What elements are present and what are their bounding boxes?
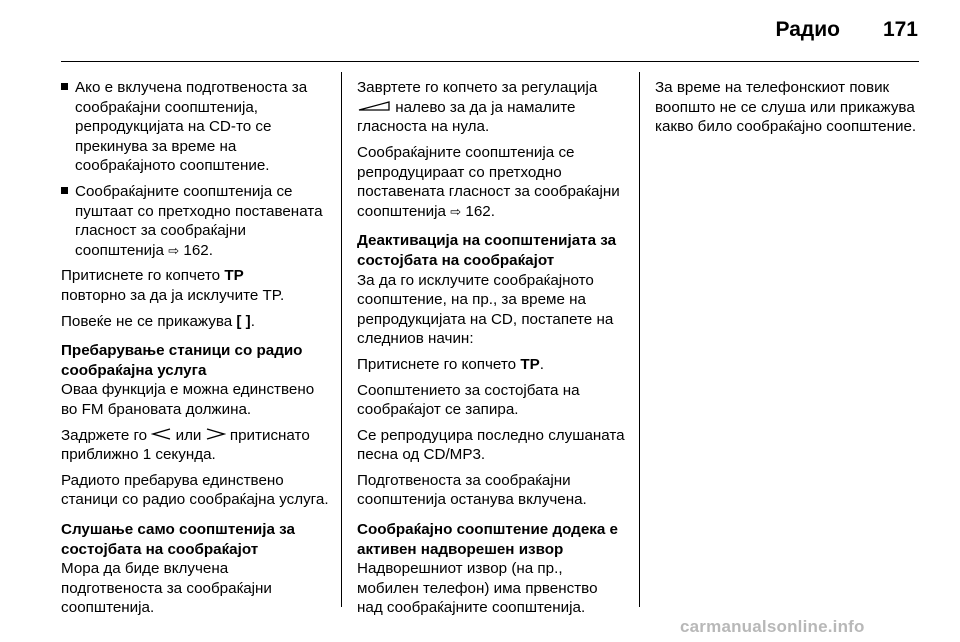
bullet-square-icon — [61, 83, 68, 90]
paragraph: Се репродуцира последно слушаната песна од CD/MP3. — [357, 426, 625, 464]
bullet-list — [61, 78, 333, 260]
paragraph: Завртете го копчето за регулација налево за да ја намалите гласноста на нула. — [357, 79, 598, 136]
arrow-ref-icon: ⇨ — [168, 242, 180, 258]
page-number: 171 — [882, 18, 918, 41]
seek-left-icon — [151, 426, 171, 446]
paragraph: Надворешниот извор (на пр., мобилен телефон) има првенство над сообраќајните соопштенија. — [357, 560, 598, 617]
column-divider-2 — [639, 72, 640, 607]
paragraph: Радиото пребарува единствено станици со радио сообраќајна услуга. — [61, 471, 329, 509]
paragraph: Соопштението за состојбата на сообраќајот се запира. — [357, 381, 580, 419]
column-2 — [357, 78, 627, 624]
column-1 — [61, 78, 333, 624]
paragraph: За да го исклучите сообраќајното соопштение, на пр., за време на репродукцијата на CD, постапете на следниов начин: — [357, 271, 614, 348]
list-item: Ако е вклучена подготвеноста за сообраќајни соопштенија, репродукцијата на CD-то се прекинува за време на сообраќајното соопштение. — [61, 78, 333, 176]
header-rule — [61, 61, 919, 62]
bullet-square-icon — [61, 187, 68, 194]
paragraph: За време на телефонскиот повик воопшто не се слуша или прикажува какво било сообраќајно соопштение. — [655, 79, 917, 136]
volume-wedge-icon — [357, 98, 391, 118]
page-header — [0, 0, 960, 62]
key-label: TP — [224, 267, 244, 285]
paragraph: Оваа функција е можна единствено во FM брановата должина. — [61, 381, 315, 418]
paragraph: Повеќе не се прикажува [ ]. — [61, 312, 255, 330]
paragraph: Сообраќајните соопштенија се репродуцираат со претходно поставената гласност за сообраќајни соопштенија ⇨ 162. — [357, 143, 620, 220]
section-heading: Деактивација на соопштенијата за состојбата на сообраќајот — [357, 232, 617, 269]
column-divider-1 — [341, 72, 342, 607]
paragraph: Задржете го или притиснато приближно 1 секунда. — [61, 426, 310, 464]
page-title: Радио — [775, 18, 840, 41]
paragraph: Подготвеноста за сообраќајни соопштенија останува вклучена. — [357, 471, 587, 509]
arrow-ref-icon: ⇨ — [450, 203, 462, 219]
column-3 — [655, 78, 925, 143]
section-heading: Сообраќајно соопштение додека е активен надворешен извор — [357, 521, 618, 558]
list-item: Сообраќајните соопштенија се пуштаат со претходно поставената гласност за сообраќајни соопштенија ⇨ 162. — [61, 182, 333, 260]
key-label: TP — [520, 355, 540, 373]
watermark-text: carmanualsonline.info — [680, 617, 865, 636]
paragraph: Притиснете го копчето TP. — [357, 355, 544, 373]
paragraph: Мора да биде вклучена подготвеноста за сообраќајни соопштенија. — [61, 560, 272, 617]
tp-indicator-symbol: [ ] — [236, 312, 251, 330]
paragraph: Притиснете го копчето TP повторно за да ја исклучите TP. — [61, 267, 285, 304]
section-heading: Слушање само соопштенија за состојбата на сообраќајот — [61, 521, 295, 558]
seek-right-icon — [206, 426, 226, 446]
section-heading: Пребарување станици со радио сообраќајна услуга — [61, 342, 303, 379]
